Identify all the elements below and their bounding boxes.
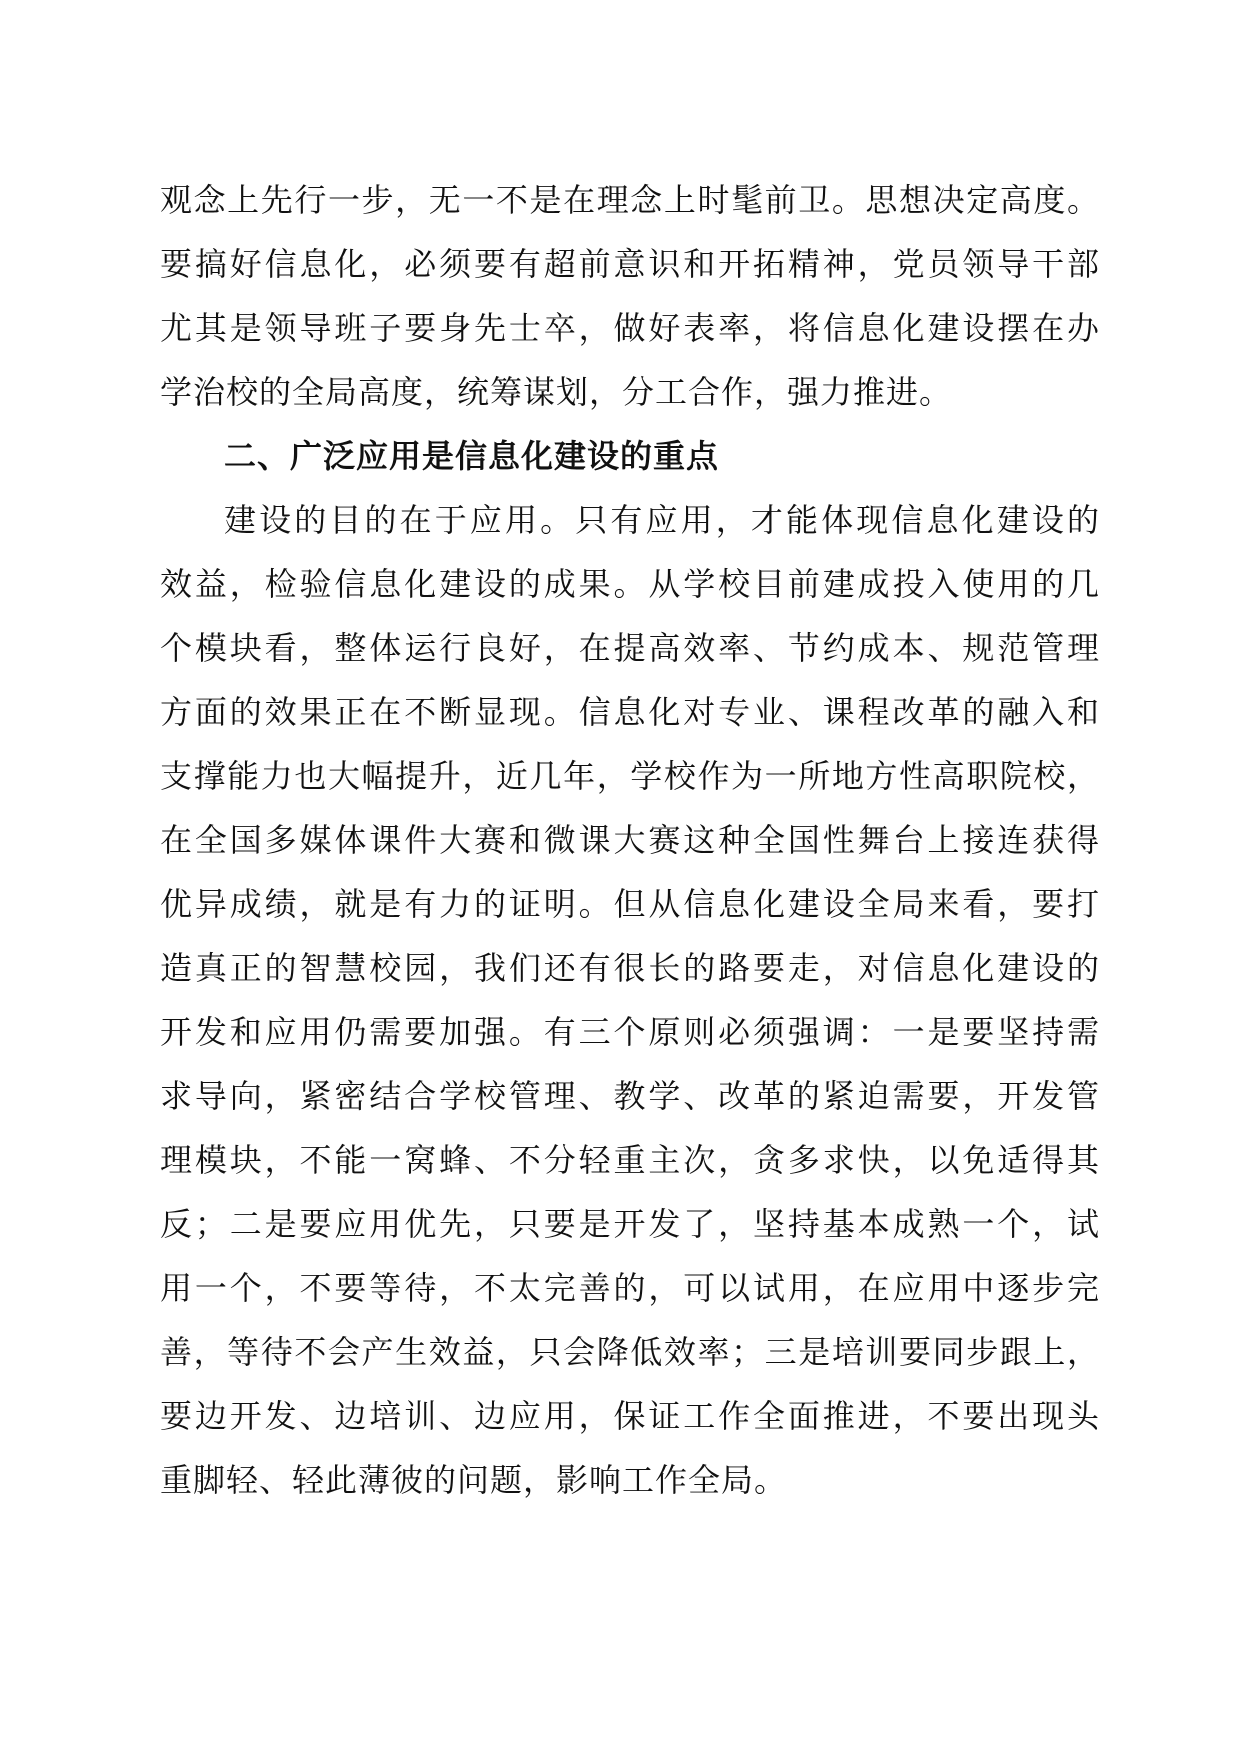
paragraph1-line-1: 观念上先行一步，无一不是在理念上时髦前卫。思想决定高度。	[160, 181, 1100, 219]
paragraph2-line-5: 支撑能力也大幅提升，近几年，学校作为一所地方性高职院校，	[160, 757, 1100, 795]
paragraph2-line-4: 方面的效果正在不断显现。信息化对专业、课程改革的融入和	[160, 693, 1100, 731]
paragraph2-line-11: 理模块，不能一窝蜂、不分轻重主次，贪多求快，以免适得其	[160, 1141, 1100, 1179]
document-body	[160, 168, 1100, 1512]
paragraph2-line-12: 反；二是要应用优先，只要是开发了，坚持基本成熟一个，试	[160, 1205, 1100, 1243]
paragraph2-line-3: 个模块看，整体运行良好，在提高效率、节约成本、规范管理	[160, 629, 1100, 667]
paragraph2-line-6: 在全国多媒体课件大赛和微课大赛这种全国性舞台上接连获得	[160, 821, 1100, 859]
paragraph2-line-14: 善，等待不会产生效益，只会降低效率；三是培训要同步跟上，	[160, 1333, 1100, 1371]
paragraph1-line-2: 要搞好信息化，必须要有超前意识和开拓精神，党员领导干部	[160, 245, 1100, 283]
paragraph2-line-13: 用一个，不要等待，不太完善的，可以试用，在应用中逐步完	[160, 1269, 1100, 1307]
paragraph2-line-16: 重脚轻、轻此薄彼的问题，影响工作全局。	[160, 1461, 788, 1499]
paragraph2-line-8: 造真正的智慧校园，我们还有很长的路要走，对信息化建设的	[160, 949, 1100, 987]
section-heading: 二、广泛应用是信息化建设的重点	[224, 437, 720, 475]
paragraph1-line-4: 学治校的全局高度，统筹谋划，分工合作，强力推进。	[160, 373, 953, 411]
paragraph2-line-10: 求导向，紧密结合学校管理、教学、改革的紧迫需要，开发管	[160, 1077, 1100, 1115]
paragraph2-line-2: 效益，检验信息化建设的成果。从学校目前建成投入使用的几	[160, 565, 1100, 603]
paragraph2-line-1: 建设的目的在于应用。只有应用，才能体现信息化建设的	[224, 501, 1100, 539]
paragraph1-line-3: 尤其是领导班子要身先士卒，做好表率，将信息化建设摆在办	[160, 309, 1100, 347]
paragraph2-line-9: 开发和应用仍需要加强。有三个原则必须强调：一是要坚持需	[160, 1013, 1100, 1051]
paragraph2-line-7: 优异成绩，就是有力的证明。但从信息化建设全局来看，要打	[160, 885, 1100, 923]
paragraph2-line-15: 要边开发、边培训、边应用，保证工作全面推进，不要出现头	[160, 1397, 1100, 1435]
